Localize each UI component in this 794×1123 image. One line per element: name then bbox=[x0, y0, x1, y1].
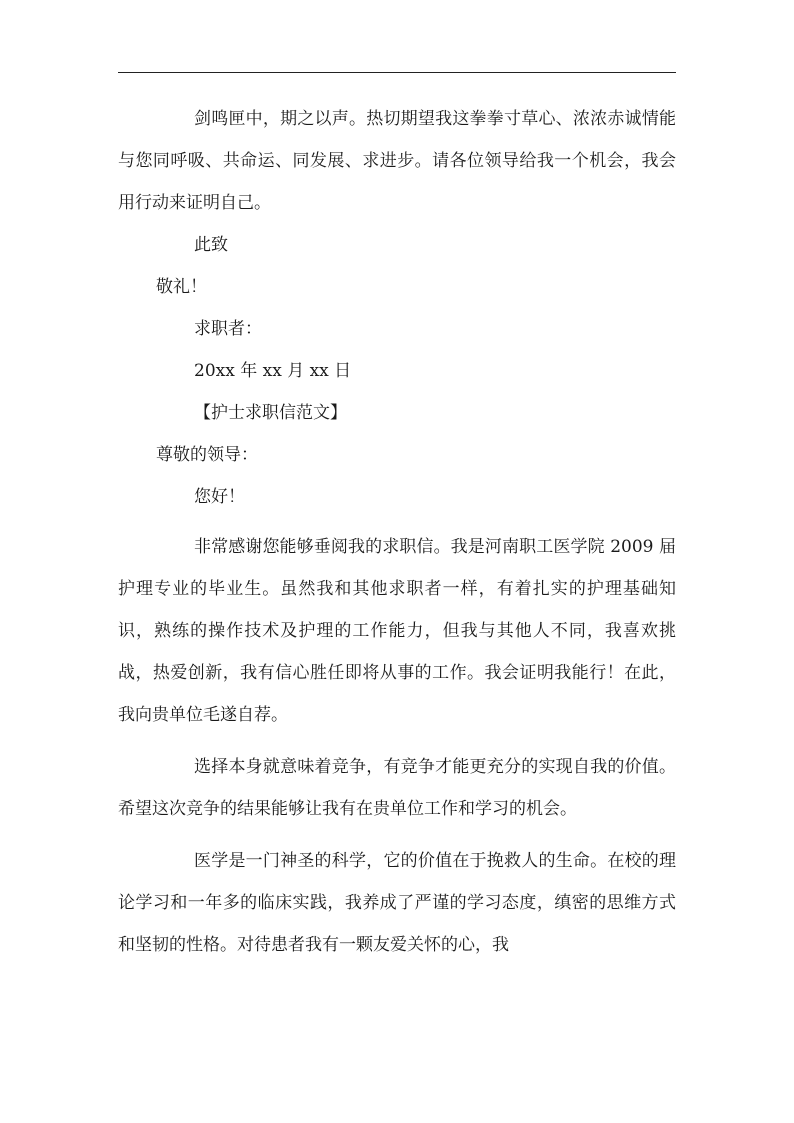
paragraph-opening: 剑鸣匣中，期之以声。热切期望我这拳拳寸草心、浓浓赤诚情能与您同呼吸、共命运、同发展、求进步。请各位领导给我一个机会，我会用行动来证明自己。 bbox=[118, 109, 676, 213]
section-title: 【护士求职信范文】 bbox=[194, 403, 347, 423]
body-paragraph-3: 医学是一门神圣的科学，它的价值在于挽救人的生命。在校的理论学习和一年多的临床实践，我养成了严谨的学习态度，缜密的思维方式和坚韧的性格。对待患者我有一颗友爱关怀的心，我 bbox=[118, 851, 676, 955]
header-rule bbox=[118, 72, 676, 73]
closing-jingli: 敬礼！ bbox=[156, 277, 207, 297]
date-line: 20xx 年 xx 月 xx 日 bbox=[194, 361, 352, 381]
greeting: 您好！ bbox=[194, 487, 245, 507]
body-paragraph-1: 非常感谢您能够垂阅我的求职信。我是河南职工医学院 2009 届护理专业的毕业生。虽然我和其他求职者一样，有着扎实的护理基础知识，熟练的操作技术及护理的工作能力，但我与其他人不同，我喜欢挑战，热爱创新，我有信心胜任即将从事的工作。我会证明我能行！在此，我向贵单位毛遂自荐。 bbox=[118, 537, 676, 725]
closing-cizhi: 此致 bbox=[194, 235, 228, 255]
document-content bbox=[118, 98, 676, 966]
applicant-label: 求职者： bbox=[194, 319, 262, 339]
body-paragraph-2: 选择本身就意味着竞争，有竞争才能更充分的实现自我的价值。希望这次竞争的结果能够让我有在贵单位工作和学习的机会。 bbox=[118, 757, 676, 819]
salutation: 尊敬的领导： bbox=[156, 445, 258, 465]
